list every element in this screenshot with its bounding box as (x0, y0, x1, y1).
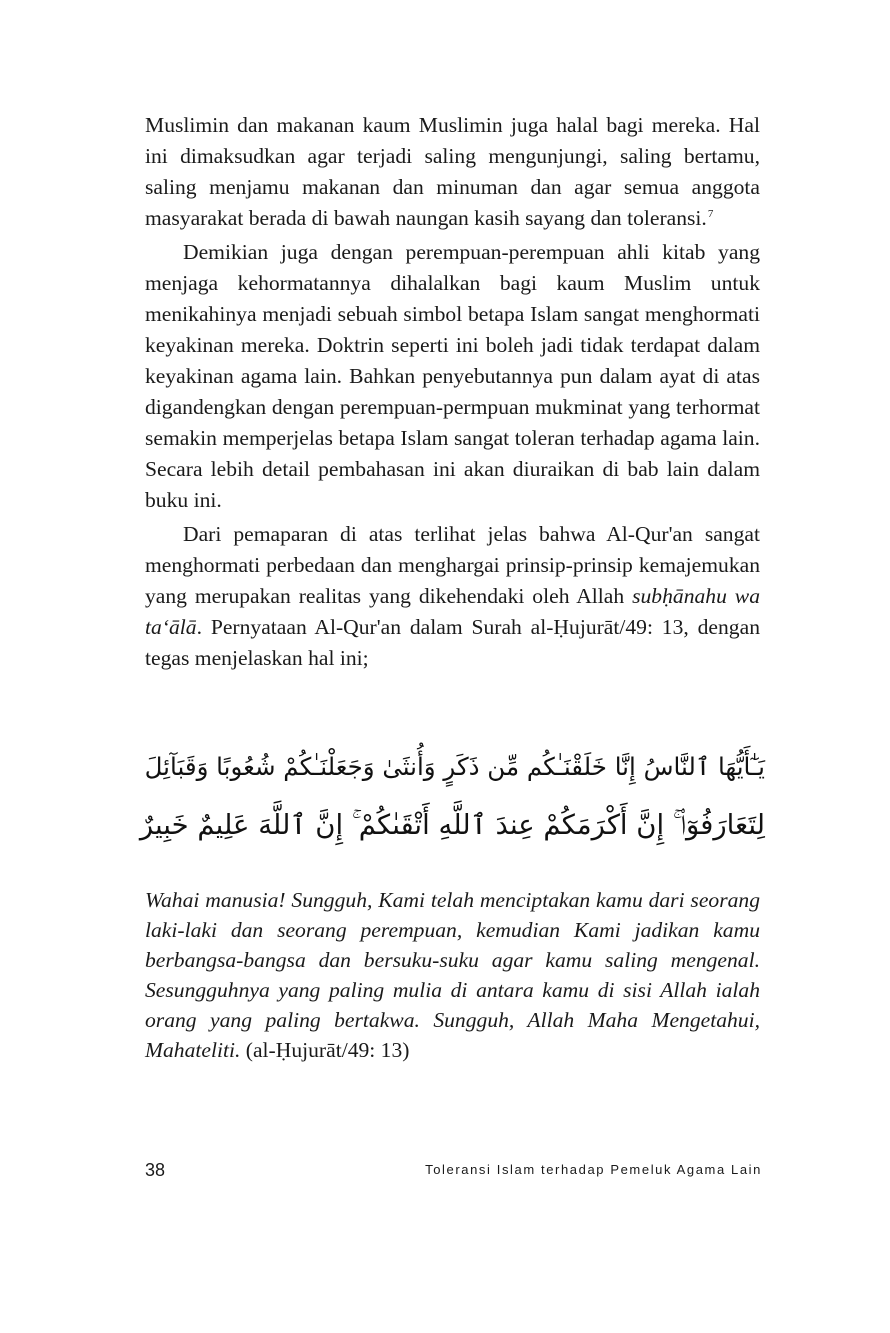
verse-translation (145, 885, 760, 1065)
paragraph-3-text-after: . Pernyataan Al-Qur'an dalam Surah al-Ḥujurāt/49: 13, dengan tegas menjelaskan hal ini; (145, 615, 760, 670)
arabic-line-2: لِتَعَارَفُوٓا۟ ۚ إِنَّ أَكْرَمَكُمْ عِندَ ٱللَّهِ أَتْقَىٰكُمْ ۚ إِنَّ ٱللَّهَ عَلِيمٌ خَبِيرٌ (139, 809, 765, 841)
footnote-ref[interactable]: 7 (707, 208, 714, 220)
body-text (145, 110, 760, 674)
paragraph-3-text-before: Dari pemaparan di atas terlihat jelas bahwa Al-Qur'an sangat menghormati perbedaan dan menghargai prinsip-prinsip kemajemukan yang merupakan realitas yang dikehendaki oleh Allah (145, 522, 760, 608)
running-title: Toleransi Islam terhadap Pemeluk Agama Lain (425, 1162, 762, 1177)
paragraph-3 (145, 519, 760, 674)
paragraph-3-italic-phrase: subḥānahu wa ta‘ālā (145, 584, 760, 639)
paragraph-1 (145, 110, 760, 234)
verse-citation: (al-Ḥujurāt/49: 13) (245, 1038, 410, 1062)
paragraph-1-text: Muslimin dan makanan kaum Muslimin juga halal bagi mereka. Hal ini dimaksudkan agar terjadi saling mengunjungi, saling bertamu, saling menjamu makanan dan minuman dan agar semua anggota masyarakat berada di bawah naungan kasih sayang dan toleransi. (145, 113, 760, 230)
translation-text: Wahai manusia! Sungguh, Kami telah menciptakan kamu dari seorang laki-laki dan seorang perempuan, kemudian Kami jadikan kamu berbangsa-bangsa dan bersuku-suku agar kamu saling mengenal. Sesungguhnya yang paling mulia di antara kamu di sisi Allah ialah orang yang paling bertakwa. Sungguh, Allah Maha Mengetahui, Mahateliti. (145, 888, 760, 1062)
paragraph-2: Demikian juga dengan perempuan-perempuan ahli kitab yang menjaga kehormatannya dihalalkan bagi kaum Muslim untuk menikahinya menjadi sebuah simbol betapa Islam sangat menghormati keyakinan mereka. Doktrin seperti ini boleh jadi tidak terdapat dalam keyakinan agama lain. Bahkan penyebutannya pun dalam ayat di atas digandengkan dengan perempuan-permpuan mukminat yang terhormat semakin memperjelas betapa Islam sangat toleran terhadap agama lain. Secara lebih detail pembahasan ini akan diuraikan di bab lain dalam buku ini. (145, 240, 760, 512)
arabic-line-1: يَـٰٓأَيُّهَا ٱلنَّاسُ إِنَّا خَلَقْنَـٰكُم مِّن ذَكَرٍ وَأُنثَىٰ وَجَعَلْنَـٰكُمْ شُعُوبًا وَقَبَآئِلَ (144, 752, 765, 781)
page-number: 38 (145, 1160, 166, 1180)
quran-verse-arabic (140, 738, 765, 854)
